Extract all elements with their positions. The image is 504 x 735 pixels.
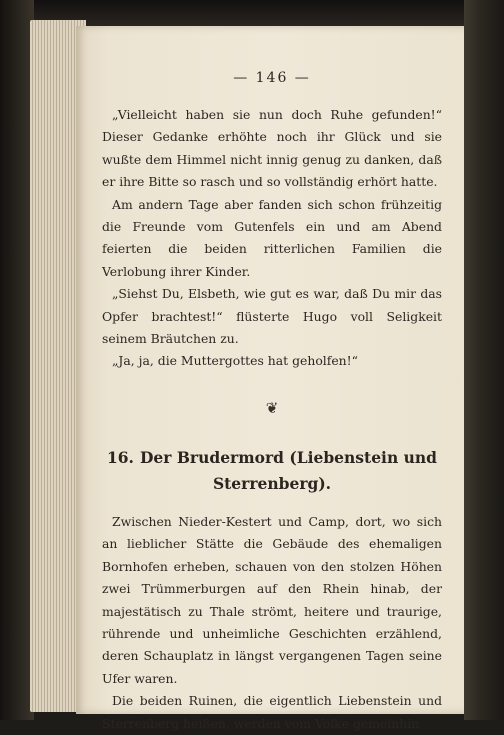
page-content: [102, 70, 442, 735]
section-heading: [102, 445, 442, 497]
paragraph: „Vielleicht haben sie nun doch Ruhe gefunden!“ Dieser Gedanke erhöhte noch ihr Glück und sie wußte dem Himmel nicht innig genug zu danken, daß er ihre Bitte so rasch und so vollständig erhört hatte.: [102, 107, 442, 190]
paragraph: „Ja, ja, die Muttergottes hat geholfen!“: [112, 353, 358, 369]
section-title: Der Brudermord (Liebenstein und Sterrenberg).: [139, 447, 437, 493]
paragraph: „Siehst Du, Elsbeth, wie gut es war, daß Du mir das Opfer brachtest!“ flüsterte Hugo voll Seligkeit seinem Bräutchen zu.: [102, 286, 442, 347]
paragraph: Zwischen Nieder-Kestert und Camp, dort, wo sich an lieblicher Stätte die Gebäude des ehemaligen Bornhofen erheben, schauen von den stolzen Höhen zwei Trümmerburgen auf den Rhein hinab, der majestätisch zu Thale strömt, heitere und traurige, rührende und unheimliche Geschichten erzählend, deren Schauplatz in längst vergangenen Tagen seine Ufer waren.: [102, 513, 442, 686]
book-cover-edge: [0, 0, 34, 720]
page-number: — 146 —: [233, 70, 311, 86]
paragraph: Die beiden Ruinen, die eigentlich Liebenstein und Sterrenberg heißen, werden vom Volke gemeinhin: [102, 693, 442, 731]
paragraph: Am andern Tage aber fanden sich schon frühzeitig die Freunde vom Gutenfels ein und am Abend feierten die beiden ritterlichen Familien die Verlobung ihrer Kinder.: [102, 196, 442, 279]
section-number: 16.: [106, 447, 134, 467]
ornament-icon: ❦: [265, 398, 279, 417]
book-right-edge: [464, 0, 504, 720]
